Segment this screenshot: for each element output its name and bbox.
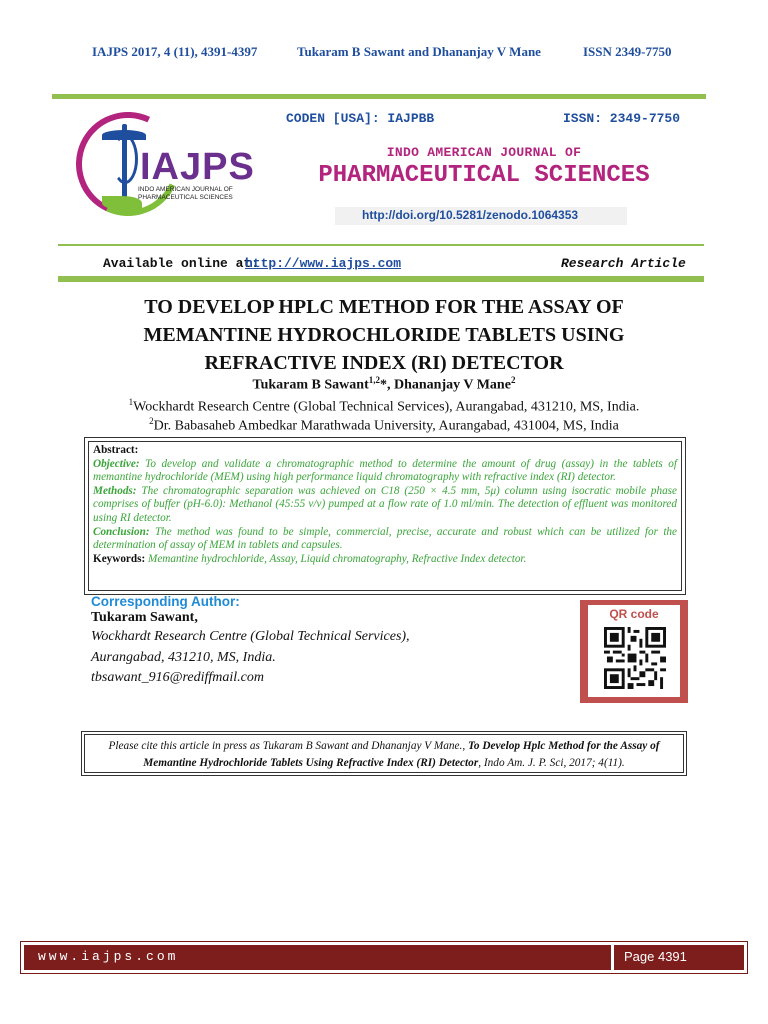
footer-url-bar <box>24 945 611 970</box>
citation-box <box>81 731 687 776</box>
header-authors: Tukaram B Sawant and Dhananjay V Mane <box>297 44 541 59</box>
journal-website-link[interactable]: http://www.iajps.com <box>245 256 402 271</box>
title-line: TO DEVELOP HPLC METHOD FOR THE ASSAY OF <box>144 296 624 318</box>
leaf-icon <box>102 196 142 210</box>
author-name: Dhananjay V Mane <box>393 377 511 393</box>
doi-link[interactable]: http://doi.org/10.5281/zenodo.1064353 <box>362 208 579 222</box>
methods-text: The chromatographic separation was achieved on C18 (250 × 4.5 mm, 5μ) column using isocratic mobile phase comprises of buffer (pH-6.0): Methanol (45:55 v/v) pumped at a flow rate of 1.0 ml/min. The detection of effluent was monitored using RI detector. <box>93 484 678 524</box>
objective-text: To develop and validate a chromatographic method to determine the amount of drug (assay) in the tablets of memantine hydrochloride (MEM) using high performance liquid chromatography with refractive index (RI) detector. <box>93 457 678 484</box>
citation-prefix: Please cite this article in press as Tukaram B Sawant and Dhananjay V Mane., <box>108 740 466 752</box>
header-issn: ISSN 2349-7750 <box>583 44 672 59</box>
footer-page-bar <box>614 945 744 970</box>
author-affiliation-mark: 1,2 <box>368 375 380 385</box>
affiliation-text: Wockhardt Research Centre (Global Technical Services), Aurangabad, 431210, MS, India. <box>133 399 640 415</box>
corresponding-author-address: Aurangabad, 431210, MS, India. <box>91 650 276 665</box>
affiliation <box>0 416 768 435</box>
running-header <box>0 44 768 64</box>
title-line: MEMANTINE HYDROCHLORIDE TABLETS USING <box>143 324 625 346</box>
author-affiliation-mark: 2 <box>510 375 516 385</box>
conclusion-label: Conclusion: <box>93 525 150 538</box>
logo-text: IAJPS <box>140 146 255 188</box>
author-separator: *, <box>379 377 394 393</box>
keywords-text: Memantine hydrochloride, Assay, Liquid chromatography, Refractive Index detector. <box>148 552 527 565</box>
qr-code-label: QR code <box>609 607 659 621</box>
keywords-label: Keywords: <box>93 552 146 565</box>
abstract-heading: Abstract: <box>93 444 139 456</box>
corresponding-author-email[interactable]: tbsawant_916@rediffmail.com <box>91 670 264 685</box>
logo-subtext: INDO AMERICAN JOURNAL OF PHARMACEUTICAL SCIENCES <box>138 186 233 201</box>
affiliation <box>0 397 768 416</box>
journal-name-line2: PHARMACEUTICAL SCIENCES <box>318 162 650 189</box>
title-line: REFRACTIVE INDEX (RI) DETECTOR <box>204 352 564 374</box>
abstract-methods <box>93 485 677 526</box>
citation-text <box>84 734 684 773</box>
abstract-objective <box>93 458 677 485</box>
abstract-content <box>88 441 682 591</box>
affiliation-mark: 1 <box>128 397 134 407</box>
available-online-label: Available online at: <box>103 256 260 271</box>
author-name: Tukaram B Sawant <box>252 377 369 393</box>
qr-code-frame <box>588 605 680 697</box>
journal-name-line1: INDO AMERICAN JOURNAL OF <box>386 145 582 160</box>
header-citation: IAJPS 2017, 4 (11), 4391-4397 <box>92 44 258 59</box>
page-number: Page 4391 <box>624 949 687 964</box>
citation-suffix: , Indo Am. J. P. Sci, 2017; 4(11). <box>478 757 625 769</box>
page-footer <box>20 941 748 974</box>
conclusion-text: The method was found to be simple, commercial, precise, accurate and robust which can be utilized for the determination of assay of MEM in tablets and capsules. <box>93 525 677 552</box>
citation-title: To Develop Hplc Method for the Assay of Memantine Hydrochloride Tablets Using Refractive Index (RI) Detector <box>143 740 660 769</box>
article-type: Research Article <box>561 256 686 271</box>
affiliation-text: Dr. Babasaheb Ambedkar Marathwada University, Aurangabad, 431004, MS, India <box>153 418 619 434</box>
footer-url[interactable]: www.iajps.com <box>38 949 179 964</box>
author-list <box>0 375 768 394</box>
corresponding-author-affiliation: Wockhardt Research Centre (Global Technical Services), <box>91 629 410 644</box>
abstract-keywords <box>93 553 677 567</box>
methods-label: Methods: <box>93 484 137 497</box>
objective-label: Objective: <box>93 457 140 470</box>
top-divider <box>52 94 706 99</box>
corresponding-author-heading: Corresponding Author: <box>91 594 240 609</box>
masthead-issn: ISSN: 2349-7750 <box>563 111 681 126</box>
qr-code-icon[interactable] <box>604 627 666 689</box>
corresponding-author-name: Tukaram Sawant, <box>91 610 198 625</box>
abstract-box <box>84 437 686 595</box>
coden: CODEN [USA]: IAJPBB <box>286 111 435 126</box>
affiliation-mark: 2 <box>149 416 154 426</box>
qr-code-panel <box>580 600 688 703</box>
abstract-conclusion <box>93 526 677 553</box>
article-title <box>0 293 768 377</box>
